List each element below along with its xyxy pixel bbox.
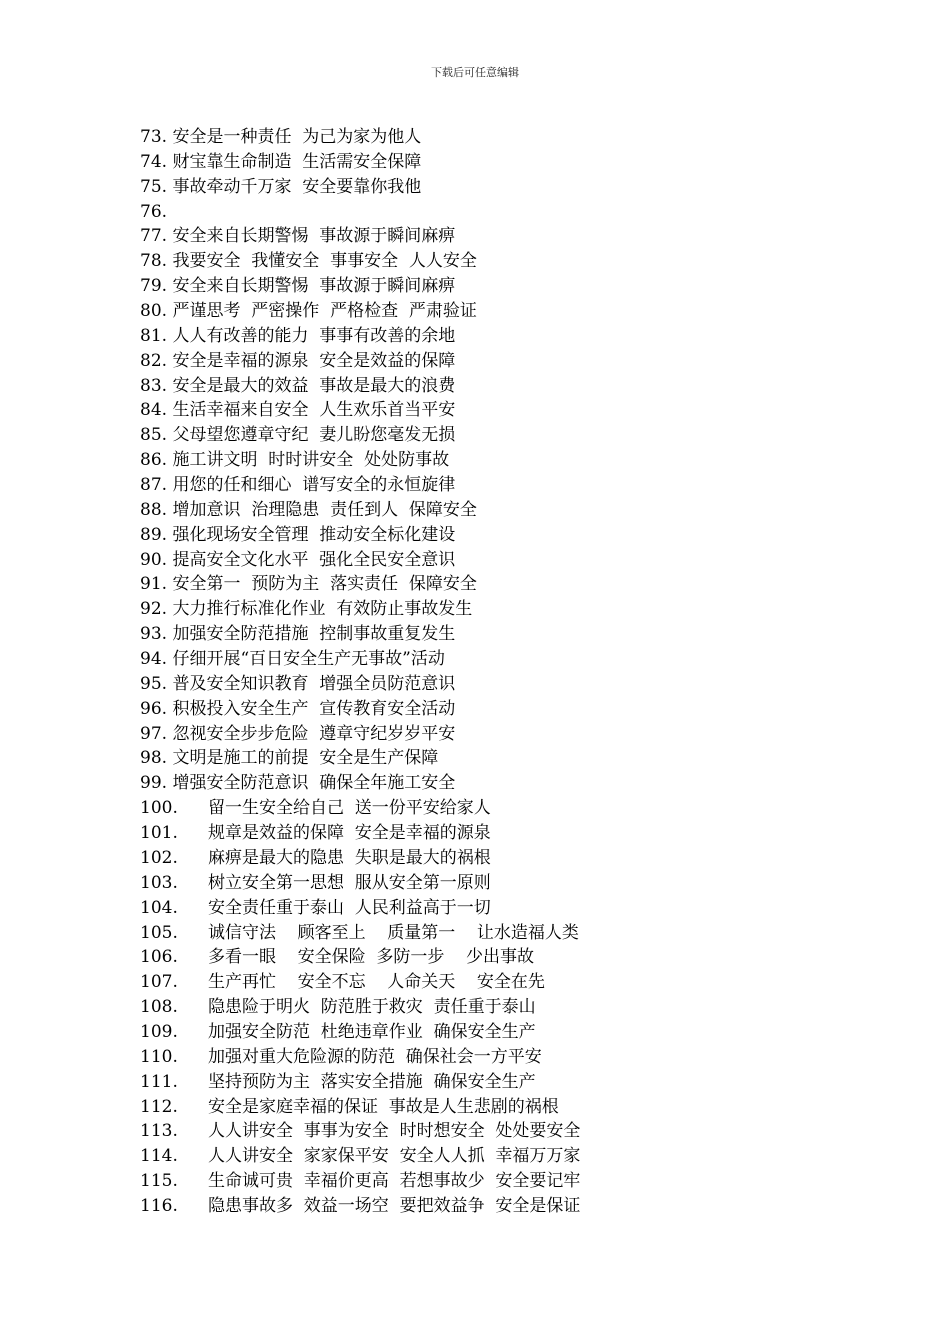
slogan-text: 忽视安全步步危险 遵章守纪岁岁平安 [172,723,456,744]
list-item [140,970,860,995]
list-item [140,647,860,672]
item-number: 109. [140,1021,178,1042]
slogan-text: 安全来自长期警惕 事故源于瞬间麻痹 [172,276,456,297]
list-item [140,349,860,374]
item-number: 106. [140,947,178,968]
slogan-text: 规章是效益的保障 安全是幸福的源泉 [208,823,491,844]
slogan-text: 仔细开展“百日安全生产无事故”活动 [172,649,445,670]
list-item [140,622,860,647]
item-number: 84. [140,400,168,421]
list-item [140,672,860,697]
list-item [140,896,860,921]
list-item [140,846,860,871]
slogan-text: 隐患事故多 效益一场空 要把效益争 安全是保证 [208,1195,581,1216]
list-item [140,722,860,747]
item-number: 74. [140,151,168,172]
page-header: 下载后可任意编辑 [431,66,519,79]
item-number: 107. [140,972,178,993]
list-item [140,746,860,771]
item-number: 103. [140,872,178,893]
list-item [140,274,860,299]
list-item [140,697,860,722]
item-number: 85. [140,425,168,446]
item-number: 88. [140,499,168,520]
slogan-text: 加强对重大危险源的防范 确保社会一方平安 [208,1046,542,1067]
slogan-text: 安全责任重于泰山 人民利益高于一切 [208,897,491,918]
item-number: 81. [140,325,168,346]
item-number: 115. [140,1171,178,1192]
list-item [140,1020,860,1045]
item-number: 108. [140,997,178,1018]
list-item [140,921,860,946]
slogan-text: 麻痹是最大的隐患 失职是最大的祸根 [208,847,491,868]
item-number: 73. [140,127,168,147]
list-item [140,498,860,523]
slogan-text: 人人讲安全 事事为安全 时时想安全 处处要安全 [208,1121,581,1142]
list-item [140,1070,860,1095]
slogan-text: 父母望您遵章守纪 妻儿盼您毫发无损 [172,425,456,446]
slogan-text: 安全是最大的效益 事故是最大的浪费 [172,375,456,396]
slogan-text: 隐患险于明火 防范胜于救灾 责任重于泰山 [208,997,536,1018]
item-number: 94. [140,649,168,670]
item-number: 77. [140,226,168,247]
list-item [140,1169,860,1194]
item-number: 93. [140,624,168,645]
list-item [140,1119,860,1144]
list-item [140,771,860,796]
slogan-text: 坚持预防为主 落实安全措施 确保安全生产 [208,1071,536,1092]
item-number: 101. [140,823,178,844]
slogan-text: 安全来自长期警惕 事故源于瞬间麻痹 [172,226,456,247]
slogan-text: 用您的任和细心 谱写安全的永恒旋律 [172,475,456,496]
slogan-text: 我要安全 我懂安全 事事安全 人人安全 [172,251,477,272]
list-item [140,871,860,896]
slogan-text: 强化现场安全管理 推动安全标化建设 [172,524,456,545]
list-item [140,125,860,150]
list-item [140,548,860,573]
item-number: 99. [140,773,168,794]
list-item [140,572,860,597]
list-item [140,324,860,349]
list-item [140,299,860,324]
slogan-text: 增加意识 治理隐患 责任到人 保障安全 [172,499,477,520]
slogan-text: 生产再忙 安全不忘 人命关天 安全在先 [208,972,545,993]
list-item [140,150,860,175]
slogan-text: 普及安全知识教育 增强全员防范意识 [172,673,456,694]
slogan-text: 加强安全防范 杜绝违章作业 确保安全生产 [208,1021,536,1042]
item-number: 113. [140,1121,178,1142]
list-item [140,1144,860,1169]
list-item [140,224,860,249]
item-number: 78. [140,251,168,272]
item-number: 98. [140,748,168,769]
list-item [140,796,860,821]
slogan-text: 诚信守法 顾客至上 质量第一 让水造福人类 [208,922,579,943]
list-item [140,473,860,498]
item-number: 79. [140,276,168,297]
slogan-text: 生命诚可贵 幸福价更高 若想事故少 安全要记牢 [208,1171,581,1192]
list-item [140,523,860,548]
slogan-text: 事故牵动千万家 安全要靠你我他 [172,176,422,197]
list-item [140,821,860,846]
item-number: 104. [140,897,178,918]
slogan-text: 安全是幸福的源泉 安全是效益的保障 [172,350,456,371]
item-number: 95. [140,673,168,694]
slogan-text: 大力推行标准化作业 有效防止事故发生 [172,599,473,620]
item-number: 97. [140,723,168,744]
list-item [140,945,860,970]
slogan-text: 树立安全第一思想 服从安全第一原则 [208,872,491,893]
slogan-text: 增强安全防范意识 确保全年施工安全 [172,773,456,794]
list-item [140,200,860,225]
slogan-text: 安全是一种责任 为己为家为他人 [172,127,422,147]
item-number: 80. [140,301,168,322]
item-number: 112. [140,1096,178,1117]
list-item [140,995,860,1020]
slogan-text: 积极投入安全生产 宣传教育安全活动 [172,698,456,719]
slogan-text: 加强安全防范措施 控制事故重复发生 [172,624,456,645]
item-number: 90. [140,549,168,570]
list-item [140,448,860,473]
slogan-text: 施工讲文明 时时讲安全 处处防事故 [172,450,450,471]
item-number: 86. [140,450,168,471]
slogan-text: 文明是施工的前提 安全是生产保障 [172,748,439,769]
item-number: 102. [140,847,178,868]
item-number: 89. [140,524,168,545]
item-number: 96. [140,698,168,719]
item-number: 83. [140,375,168,396]
list-item [140,423,860,448]
list-item [140,175,860,200]
item-number: 105. [140,922,178,943]
item-number: 110. [140,1046,178,1067]
item-number: 100. [140,798,178,819]
slogan-text: 安全是家庭幸福的保证 事故是人生悲剧的祸根 [208,1096,559,1117]
item-number: 92. [140,599,168,620]
item-number: 75. [140,176,168,197]
list-item [140,374,860,399]
slogan-text: 留一生安全给自己 送一份平安给家人 [208,798,491,819]
list-item [140,249,860,274]
list-item [140,1045,860,1070]
slogan-text: 多看一眼 安全保险 多防一步 少出事故 [208,947,535,968]
item-number: 76. [140,201,168,222]
list-item [140,1194,860,1219]
item-number: 87. [140,475,168,496]
slogan-text: 严谨思考 严密操作 严格检查 严肃验证 [172,301,477,322]
item-number: 116. [140,1195,178,1216]
slogan-text: 生活幸福来自安全 人生欢乐首当平安 [172,400,456,421]
item-number: 82. [140,350,168,371]
slogan-text: 人人讲安全 家家保平安 安全人人抓 幸福万万家 [208,1146,581,1167]
slogan-text: 人人有改善的能力 事事有改善的余地 [172,325,456,346]
slogan-text: 财宝靠生命制造 生活需安全保障 [172,151,422,172]
slogan-text: 安全第一 预防为主 落实责任 保障安全 [172,574,477,595]
slogan-list [140,125,860,1219]
item-number: 111. [140,1071,178,1092]
list-item [140,597,860,622]
item-number: 114. [140,1146,178,1167]
list-item [140,398,860,423]
list-item [140,1095,860,1120]
item-number: 91. [140,574,168,595]
slogan-text: 提高安全文化水平 强化全民安全意识 [172,549,456,570]
